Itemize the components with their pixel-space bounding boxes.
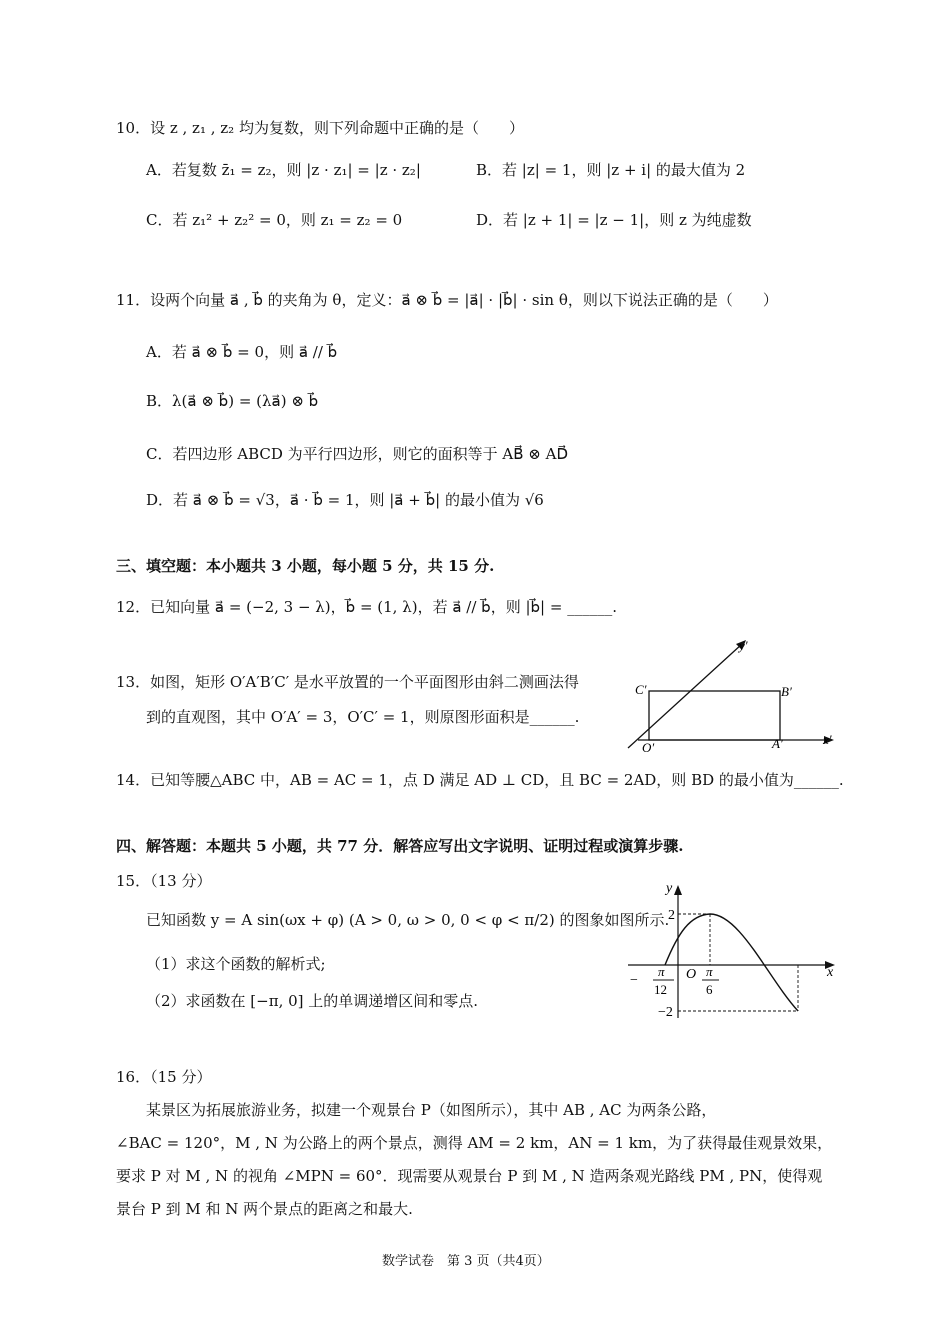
q15-label-ymax: 2 — [668, 908, 675, 923]
q13-line2: 到的直观图，其中 O′A′ = 3，O′C′ = 1，则原图形面积是______. — [146, 708, 580, 726]
q15-label-left-num: π — [658, 964, 665, 979]
q13-line1: 13．如图，矩形 O′A′B′C′ 是水平放置的一个平面图形由斜二测画法得 — [116, 673, 579, 691]
q13-oblique-figure — [618, 630, 850, 756]
q15-label-ymin: −2 — [658, 1005, 673, 1018]
q15-label-x: x — [827, 965, 834, 980]
q15-label-y: y — [666, 881, 673, 896]
section-4-heading: 四、解答题：本题共 5 小题，共 77 分．解答应写出文字说明、证明过程或演算步骤. — [116, 837, 684, 855]
q11-stem: 11．设两个向量 a⃗ , b⃗ 的夹角为 θ，定义：a⃗ ⊗ b⃗ = |a⃗| · |b⃗| · sin θ，则以下说法正确的是（ ） — [116, 291, 778, 309]
q16-line3: 要求 P 对 M , N 的视角 ∠MPN = 60°．现需要从观景台 P 到 M , N 造两条观光路线 PM , PN，使得观 — [116, 1167, 823, 1185]
section-3-heading: 三、填空题：本小题共 3 小题，每小题 5 分，共 15 分. — [116, 557, 495, 575]
q16-line2: ∠BAC = 120°，M , N 为公路上的两个景点，测得 AM = 2 km，AN = 1 km，为了获得最佳观景效果， — [116, 1134, 833, 1152]
q15-label-left-den: 12 — [654, 982, 667, 997]
q11-option-c: C．若四边形 ABCD 为平行四边形，则它的面积等于 AB⃗ ⊗ AD⃗ — [146, 445, 569, 463]
q15-label-right-den: 6 — [706, 982, 713, 997]
q13-label-o: O′ — [642, 740, 655, 755]
q10-option-c: C．若 z₁² + z₂² = 0，则 z₁ = z₂ = 0 — [146, 211, 403, 229]
q15-stem: 已知函数 y = A sin(ωx + φ) (A > 0, ω > 0, 0 < φ < π/2) 的图象如图所示. — [146, 911, 670, 929]
q15-sine-graph — [628, 878, 842, 1018]
q10-option-b: B．若 |z| = 1，则 |z + i| 的最大值为 2 — [476, 161, 746, 179]
q15-part2: （2）求函数在 [−π, 0] 上的单调递增区间和零点. — [146, 992, 479, 1010]
q11-option-b: B．λ(a⃗ ⊗ b⃗) = (λa⃗) ⊗ b⃗ — [146, 392, 319, 410]
q14: 14．已知等腰△ABC 中，AB = AC = 1，点 D 满足 AD ⊥ CD，且 BC = 2AD，则 BD 的最小值为______. — [116, 771, 844, 789]
q10-option-d: D．若 |z + 1| = |z − 1|，则 z 为纯虚数 — [476, 211, 752, 229]
q11-option-d: D．若 a⃗ ⊗ b⃗ = √3，a⃗ · b⃗ = 1，则 |a⃗ + b⃗| 的最小值为 √6 — [146, 491, 544, 509]
q13-label-y: y′ — [739, 638, 748, 653]
q15-label-left-minus: − — [630, 973, 638, 988]
q15-part1: （1）求这个函数的解析式; — [146, 955, 326, 973]
q15-label-o: O — [686, 967, 697, 982]
q12: 12．已知向量 a⃗ = (−2, 3 − λ)，b⃗ = (1, λ)，若 a⃗ // b⃗，则 |b⃗| = ______. — [116, 598, 617, 616]
q15-head: 15．（13 分） — [116, 872, 212, 890]
q10-stem: 10．设 z , z₁ , z₂ 均为复数，则下列命题中正确的是（ ） — [116, 119, 524, 137]
q13-label-x: x′ — [823, 732, 832, 747]
q13-label-b: B′ — [781, 684, 792, 699]
q10-option-a: A．若复数 z̄₁ = z₂，则 |z · z₁| = |z · z₂| — [146, 161, 421, 179]
page-footer: 数学试卷 第 3 页（共4页） — [382, 1254, 550, 1269]
q16-line4: 景台 P 到 M 和 N 两个景点的距离之和最大. — [116, 1200, 413, 1218]
q16-head: 16．（15 分） — [116, 1068, 212, 1086]
q13-label-c: C′ — [635, 682, 647, 697]
q16-line1: 某景区为拓展旅游业务，拟建一个观景台 P（如图所示），其中 AB , AC 为两条公路， — [146, 1101, 717, 1119]
q15-label-right-num: π — [706, 964, 713, 979]
q13-label-a: A′ — [772, 736, 783, 751]
q11-option-a: A．若 a⃗ ⊗ b⃗ = 0，则 a⃗ // b⃗ — [146, 343, 338, 361]
